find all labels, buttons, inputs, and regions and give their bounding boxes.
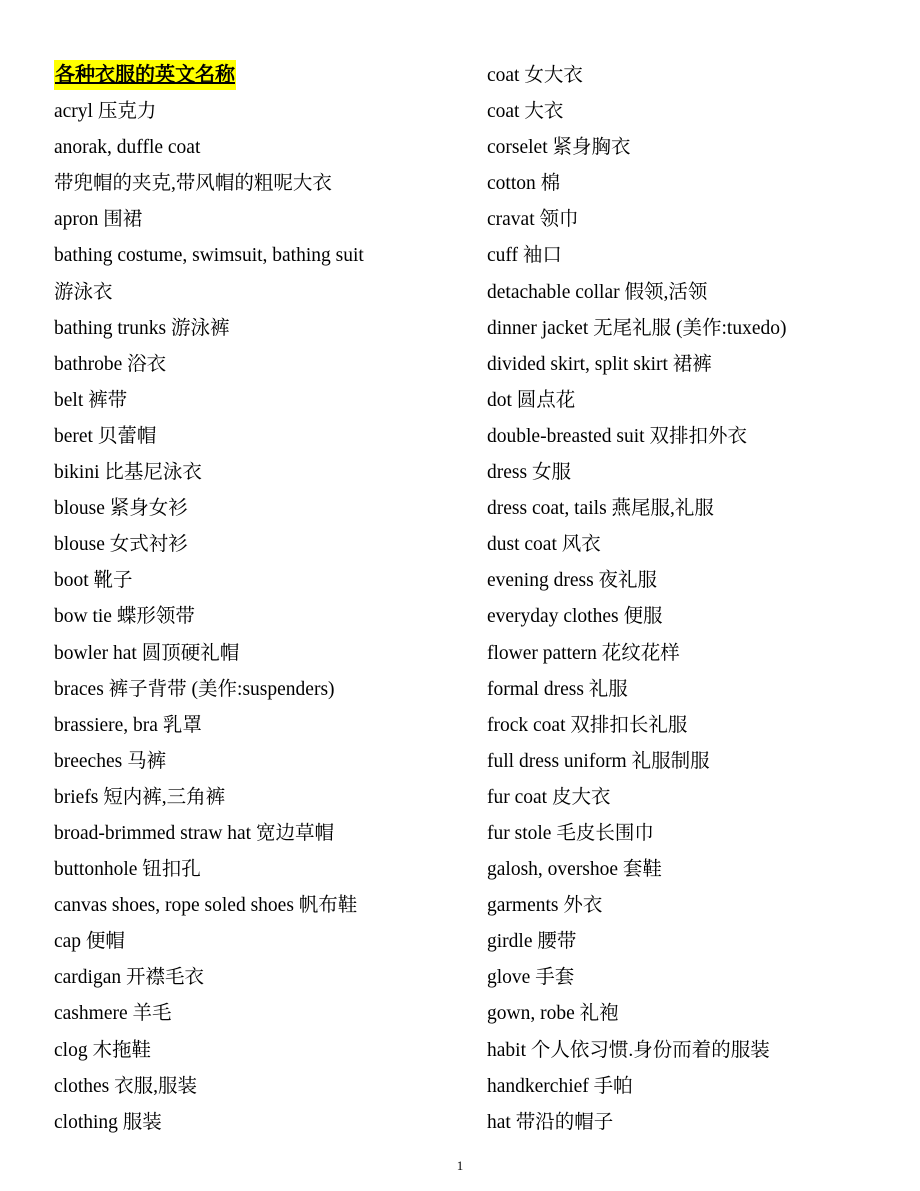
- entry-line: divided skirt, split skirt 裙裤: [487, 353, 712, 375]
- entry-line: canvas shoes, rope soled shoes 帆布鞋: [54, 895, 358, 917]
- entry-line: 游泳衣: [54, 281, 113, 303]
- entry-line: bathing costume, swimsuit, bathing suit: [54, 245, 364, 267]
- entry-line: dress 女服: [487, 462, 571, 484]
- entry-line: dress coat, tails 燕尾服,礼服: [487, 498, 714, 520]
- entry-line: blouse 女式衬衫: [54, 534, 188, 556]
- entry-line: bow tie 蝶形领带: [54, 606, 195, 628]
- entry-line: bikini 比基尼泳衣: [54, 462, 202, 484]
- entry-line: hat 带沿的帽子: [487, 1111, 614, 1133]
- entry-line: breeches 马裤: [54, 750, 167, 772]
- entry-line: garments 外衣: [487, 895, 603, 917]
- entry-line: brassiere, bra 乳罩: [54, 714, 202, 736]
- entry-line: dinner jacket 无尾礼服 (美作:tuxedo): [487, 317, 787, 339]
- entry-line: belt 裤带: [54, 389, 128, 411]
- entry-line: cap 便帽: [54, 931, 125, 953]
- left-column: [54, 58, 474, 1141]
- entry-line: cuff 袖口: [487, 245, 562, 267]
- entry-line: cardigan 开襟毛衣: [54, 967, 205, 989]
- entry-line: everyday clothes 便服: [487, 606, 663, 628]
- entry-line: braces 裤子背带 (美作:suspenders): [54, 678, 335, 700]
- entry-line: dot 圆点花: [487, 389, 576, 411]
- entry-line: broad-brimmed straw hat 宽边草帽: [54, 822, 334, 844]
- entry-line: boot 靴子: [54, 570, 133, 592]
- entry-line: cravat 领巾: [487, 209, 579, 231]
- right-column: [487, 58, 907, 1141]
- document-title-line: [54, 58, 474, 94]
- entry-line: cotton 棉: [487, 173, 561, 195]
- entry-line: clothing 服装: [54, 1111, 162, 1133]
- entry-line: galosh, overshoe 套鞋: [487, 859, 662, 881]
- entry-line: corselet 紧身胸衣: [487, 137, 631, 159]
- entry-line: beret 贝蕾帽: [54, 425, 157, 447]
- entry-line: cashmere 羊毛: [54, 1003, 172, 1025]
- entry-line: glove 手套: [487, 967, 575, 989]
- entry-line: habit 个人依习惯.身份而着的服装: [487, 1039, 770, 1061]
- entry-line: evening dress 夜礼服: [487, 570, 658, 592]
- entry-line: blouse 紧身女衫: [54, 498, 188, 520]
- entry-line: anorak, duffle coat: [54, 137, 201, 159]
- entry-line: flower pattern 花纹花样: [487, 642, 680, 664]
- entry-line: 带兜帽的夹克,带风帽的粗呢大衣: [54, 173, 332, 195]
- entry-line: briefs 短内裤,三角裤: [54, 786, 226, 808]
- entry-line: coat 女大衣: [487, 65, 583, 86]
- entry-line: coat 大衣: [487, 101, 564, 123]
- entry-line: double-breasted suit 双排扣外衣: [487, 425, 747, 447]
- entry-line: clog 木拖鞋: [54, 1039, 151, 1061]
- entry-line: formal dress 礼服: [487, 678, 628, 700]
- entry-line: buttonhole 钮扣孔: [54, 859, 201, 881]
- entry-line: acryl 压克力: [54, 101, 157, 123]
- entry-line: fur coat 皮大衣: [487, 786, 611, 808]
- entry-line: handkerchief 手帕: [487, 1075, 633, 1097]
- entry-line: full dress uniform 礼服制服: [487, 750, 710, 772]
- document-title: 各种衣服的英文名称: [54, 60, 236, 90]
- page-number: 1: [456, 1158, 464, 1173]
- entry-line: clothes 衣服,服装: [54, 1075, 197, 1097]
- entry-line: apron 围裙: [54, 209, 143, 231]
- entry-line: frock coat 双排扣长礼服: [487, 714, 688, 736]
- entry-line: dust coat 风衣: [487, 534, 601, 556]
- entry-line: bathrobe 浴衣: [54, 353, 167, 375]
- entry-line: bowler hat 圆顶硬礼帽: [54, 642, 240, 664]
- entry-line: gown, robe 礼袍: [487, 1003, 619, 1025]
- entry-line: detachable collar 假领,活领: [487, 281, 708, 303]
- entry-line: bathing trunks 游泳裤: [54, 317, 230, 339]
- entry-line: girdle 腰带: [487, 931, 577, 953]
- entry-line: fur stole 毛皮长围巾: [487, 822, 654, 844]
